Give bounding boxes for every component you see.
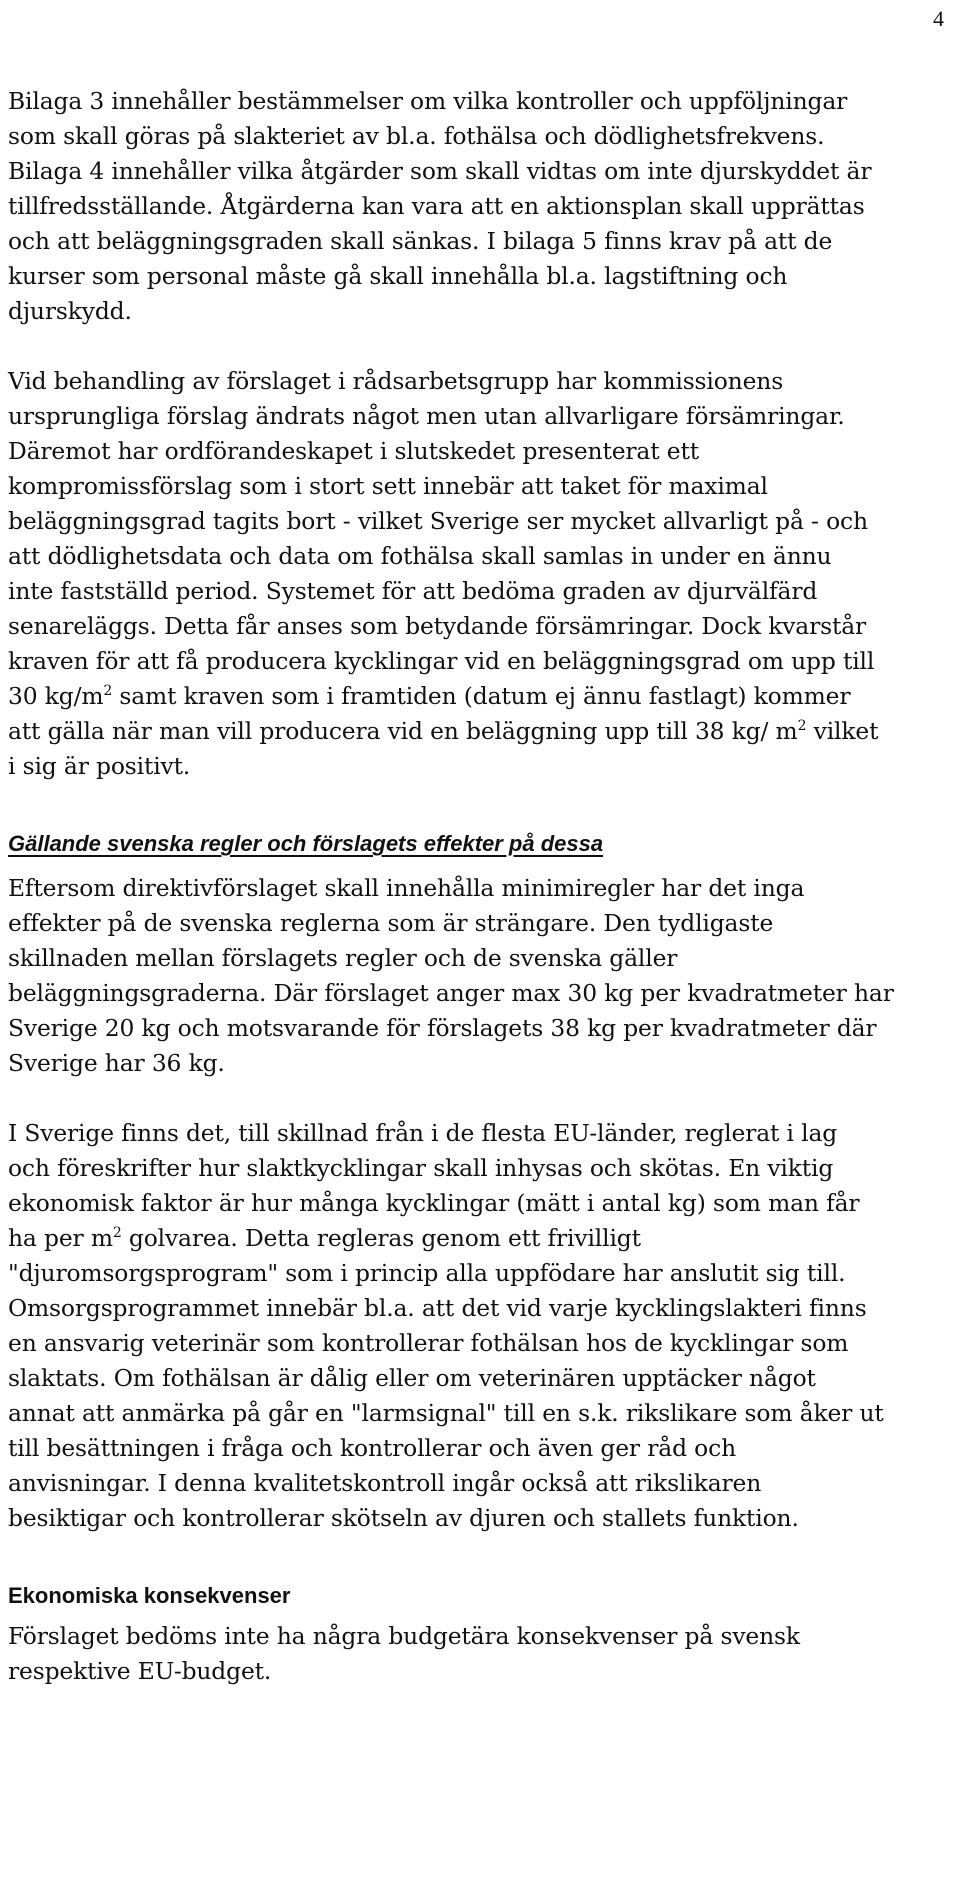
text-line: annat att anmärka på går en "larmsignal" till en s.k. rikslikare som åker ut <box>8 1399 884 1427</box>
text-line: respektive EU-budget. <box>8 1657 272 1685</box>
text-segment: golvarea. Detta regleras genom ett frivilligt <box>121 1224 641 1252</box>
economic-paragraph <box>8 1619 960 1689</box>
text-line: tillfredsställande. Åtgärderna kan vara att en aktionsplan skall upprättas <box>8 192 865 220</box>
text-line: djurskydd. <box>8 297 132 325</box>
swedish-rules-paragraph-2 <box>8 1116 960 1536</box>
text-line: ekonomisk faktor är hur många kycklingar (mätt i antal kg) som man får <box>8 1189 860 1217</box>
text-line: Förslaget bedöms inte ha några budgetära konsekvenser på svensk <box>8 1622 800 1650</box>
text-line: Bilaga 4 innehåller vilka åtgärder som skall vidtas om inte djurskyddet är <box>8 157 872 185</box>
section-heading-economic: Ekonomiska konsekvenser <box>8 1583 291 1608</box>
heading-gap <box>8 861 960 871</box>
swedish-rules-paragraph-1 <box>8 871 960 1081</box>
paragraph-gap <box>8 329 960 364</box>
text-line: skillnaden mellan förslagets regler och de svenska gäller <box>8 944 678 972</box>
text-line: beläggningsgraderna. Där förslaget anger max 30 kg per kvadratmeter har <box>8 979 894 1007</box>
page-number: 4 <box>933 6 944 31</box>
text-line-with-superscript <box>8 717 878 745</box>
superscript: 2 <box>112 1225 122 1241</box>
text-line: som skall göras på slakteriet av bl.a. fothälsa och dödlighetsfrekvens. <box>8 122 825 150</box>
text-line: Sverige har 36 kg. <box>8 1049 225 1077</box>
section-gap <box>8 1536 960 1578</box>
text-line: anvisningar. I denna kvalitetskontroll ingår också att rikslikaren <box>8 1469 762 1497</box>
text-segment: vilket <box>806 717 879 745</box>
text-line: Omsorgsprogrammet innebär bl.a. att det vid varje kycklingslakteri finns <box>8 1294 867 1322</box>
text-line-with-superscript <box>8 682 850 710</box>
text-line: till besättningen i fråga och kontrollerar och även ger råd och <box>8 1434 736 1462</box>
text-line: slaktats. Om fothälsan är dålig eller om veterinären upptäcker något <box>8 1364 816 1392</box>
text-line: Däremot har ordförandeskapet i slutskedet presenterat ett <box>8 437 699 465</box>
text-line: att dödlighetsdata och data om fothälsa skall samlas in under en ännu <box>8 542 832 570</box>
text-segment: att gälla när man vill producera vid en beläggning upp till 38 kg/ m <box>8 717 798 745</box>
text-line: inte fastställd period. Systemet för att bedöma graden av djurvälfärd <box>8 577 818 605</box>
text-line: Bilaga 3 innehåller bestämmelser om vilka kontroller och uppföljningar <box>8 87 848 115</box>
intro-paragraph <box>8 84 960 329</box>
text-line: kraven för att få producera kycklingar vid en beläggningsgrad om upp till <box>8 647 875 675</box>
text-line: Vid behandling av förslaget i rådsarbetsgrupp har kommissionens <box>8 367 784 395</box>
superscript: 2 <box>103 683 113 699</box>
paragraph-gap <box>8 1081 960 1116</box>
text-segment: 30 kg/m <box>8 682 104 710</box>
superscript: 2 <box>797 718 807 734</box>
text-line: Eftersom direktivförslaget skall innehålla minimiregler har det inga <box>8 874 805 902</box>
text-line: Sverige 20 kg och motsvarande för förslagets 38 kg per kvadratmeter där <box>8 1014 877 1042</box>
text-line: beläggningsgrad tagits bort - vilket Sverige ser mycket allvarligt på - och <box>8 507 868 535</box>
text-segment: ha per m <box>8 1224 113 1252</box>
text-line: i sig är positivt. <box>8 752 191 780</box>
text-line: en ansvarig veterinär som kontrollerar fothälsan hos de kycklingar som <box>8 1329 849 1357</box>
text-line: senareläggs. Detta får anses som betydande försämringar. Dock kvarstår <box>8 612 867 640</box>
text-line: "djuromsorgsprogram" som i princip alla uppfödare har anslutit sig till. <box>8 1259 846 1287</box>
text-line: besiktigar och kontrollerar skötseln av djuren och stallets funktion. <box>8 1504 799 1532</box>
text-line: kompromissförslag som i stort sett innebär att taket för maximal <box>8 472 768 500</box>
document-body <box>8 84 960 1689</box>
text-line: effekter på de svenska reglerna som är strängare. Den tydligaste <box>8 909 774 937</box>
text-line: kurser som personal måste gå skall innehålla bl.a. lagstiftning och <box>8 262 788 290</box>
text-line: ursprungliga förslag ändrats något men utan allvarligare försämringar. <box>8 402 845 430</box>
text-line: och att beläggningsgraden skall sänkas. I bilaga 5 finns krav på att de <box>8 227 833 255</box>
section-gap <box>8 784 960 826</box>
text-line: I Sverige finns det, till skillnad från i de flesta EU-länder, reglerat i lag <box>8 1119 838 1147</box>
council-paragraph <box>8 364 960 784</box>
text-segment: samt kraven som i framtiden (datum ej ännu fastlagt) kommer <box>112 682 851 710</box>
section-heading-swedish-rules: Gällande svenska regler och förslagets effekter på dessa <box>8 831 604 856</box>
text-line-with-superscript <box>8 1224 641 1252</box>
text-line: och föreskrifter hur slaktkycklingar skall inhysas och skötas. En viktig <box>8 1154 834 1182</box>
